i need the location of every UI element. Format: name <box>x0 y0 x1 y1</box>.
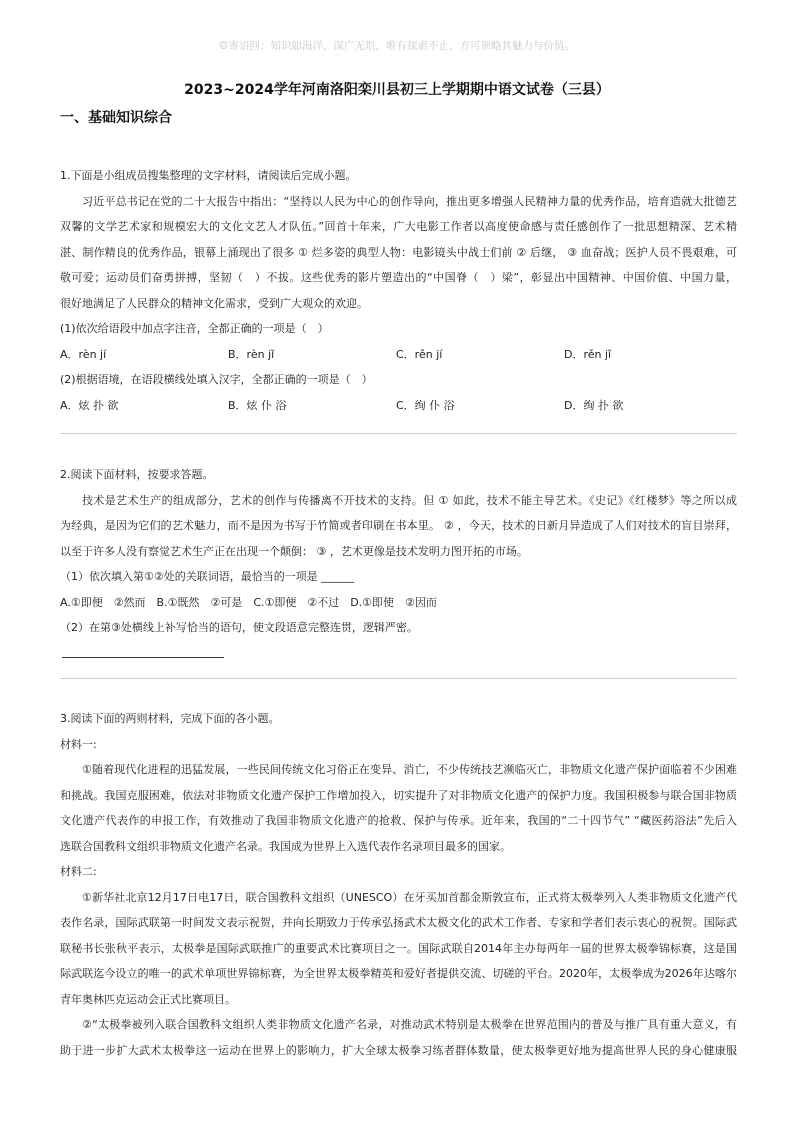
m2-line: 助于进一步扩大武术太极拳这一运动在世界上的影响力，扩大全球太极拳习练者群体数量，使太极拳更好地为提高世界人民的身心健康服 <box>60 1043 737 1057</box>
option-d[interactable]: D．绚 扑 欲 <box>564 398 624 412</box>
q3-intro: 3.阅读下面的两则材料，完成下面的各小题。 <box>60 712 280 725</box>
m1-line: 和挑战。我国克服困难，依法对非物质文化遗产保护工作增加投入，切实提升了对非物质文化遗产的保护力度。我国积极参与联合国非物质 <box>60 788 737 802</box>
m2-line: 际武联迄今设立的唯一的武术单项世界锦标赛，为全世界太极拳精英和爱好者提供交流、切磋的平台。2020年，太极拳成为2026年达喀尔 <box>60 967 737 980</box>
question-2 <box>60 462 737 641</box>
section-heading: 一、基础知识综合 <box>60 110 172 126</box>
question-1 <box>60 163 737 418</box>
option-d[interactable]: D．rěn jǐ <box>564 347 612 361</box>
q1-sub1-prompt: (1)依次给语段中加点字注音，全都正确的一项是（ ） <box>60 322 329 335</box>
m1-line: 选联合国教科文组织非物质文化遗产名录。我国成为世界上入选代表作名录项目最多的国家。 <box>60 839 511 853</box>
q1-passage-line: 很好地满足了人民群众的精神文化需求，受到广大观众的欢迎。 <box>60 296 368 310</box>
q2-sub1-options[interactable]: A.①即便 ②然而 B.①既然 ②可是 C.①即便 ②不过 D.①即使 ②因而 <box>60 595 437 609</box>
q2-passage-line: 技术是艺术生产的组成部分，艺术的创作与传播离不开技术的支持。但 ① 如此，技术不能主导艺术。《史记》《红楼梦》等之所以成 <box>82 493 737 507</box>
m2-line: ②“太极拳被列入联合国教科文组织人类非物质文化遗产名录，对推动武术特别是太极拳在世界范围内的普及与推广具有重大意义，有 <box>82 1018 737 1031</box>
q2-sub1-prompt: （1）依次填入第①②处的关联词语，最恰当的一项是 ______ <box>60 570 355 583</box>
question-3 <box>60 706 737 1063</box>
question-divider <box>60 678 737 679</box>
q1-sub2-options <box>60 393 737 419</box>
option-c[interactable]: C．rěn jí <box>396 347 443 361</box>
header-motto: ☺寄语回：知识如海洋，深广无垠，唯有探索不止，方可领略其魅力与价值。 <box>219 40 575 52</box>
answer-blank-line[interactable] <box>62 657 224 658</box>
option-b[interactable]: B．炫 仆 浴 <box>228 398 287 412</box>
q2-passage-line: 为经典，是因为它们的艺术魅力，而不是因为书写于竹简或者印刷在书本里。 ② ，今天，技术的日新月异造成了人们对技术的盲目崇拜， <box>60 519 737 532</box>
m2-line: 青年奥林匹克运动会正式比赛项目。 <box>60 992 236 1006</box>
q1-passage-line: 习近平总书记在党的二十大报告中指出：“坚持以人民为中心的创作导向，推出更多增强人民精神力量的优秀作品，培育造就大批德艺 <box>82 194 737 208</box>
m2-line: 联秘书长张秋平表示，太极拳是国际武联推广的重要武术比赛项目之一。国际武联自2014年主办每两年一届的世界太极拳锦标赛，这是国 <box>60 941 737 955</box>
m1-line: ①随着现代化进程的迅猛发展，一些民间传统文化习俗正在变异、消亡，不少传统技艺濒临灭亡，非物质文化遗产保护面临着不少困难 <box>82 763 737 776</box>
option-a[interactable]: A．炫 扑 欲 <box>60 398 119 412</box>
material-2-label: 材料二: <box>60 865 97 878</box>
option-a[interactable]: A．rèn jí <box>60 347 107 361</box>
m1-line: 文化遗产代表作的申报工作，有效推动了我国非物质文化遗产的抢救、保护与传承。近年来，我国的“二十四节气” “藏医药浴法”先后入 <box>60 814 737 827</box>
exam-title: 2023~2024学年河南洛阳栾川县初三上学期期中语文试卷（三县） <box>184 82 610 98</box>
q2-passage-line: 以至于许多人没有察觉艺术生产正在出现一个颠倒： ③ ，艺术更像是技术发明力图开拓的市场。 <box>60 544 528 558</box>
q2-sub2-prompt: （2）在第③处横线上补写恰当的语句，使文段语意完整连贯，逻辑严密。 <box>60 621 418 634</box>
q1-passage-line: 湛、制作精良的优秀作品，银幕上涌现出了很多 ① 烂多姿的典型人物：电影镜头中战士们前 ② 后继， ③ 血奋战；医护人员不畏艰难，可 <box>60 245 737 259</box>
q1-sub2-prompt: (2)根据语境，在语段横线处填入汉字，全都正确的一项是（ ） <box>60 373 373 386</box>
q1-passage-line: 双馨的文学艺术家和规模宏大的文化文艺人才队伍。”回首十年来，广大电影工作者以高度使命感与责任感创作了一批思想精深、艺术精 <box>60 220 737 233</box>
q2-intro: 2.阅读下面材料，按要求答题。 <box>60 468 214 481</box>
q1-intro: 1.下面是小组成员搜集整理的文字材料，请阅读后完成小题。 <box>60 169 357 182</box>
question-divider <box>60 433 737 434</box>
q1-passage-line: 敬可爱；运动员们奋勇拼搏，坚韧（ ）不拔。这些优秀的影片塑造出的“中国脊（ ）梁”，彰显出中国精神、中国价值、中国力量， <box>60 271 737 284</box>
q1-sub1-options <box>60 342 737 368</box>
m2-line: ①新华社北京12月17日电17日，联合国教科文组织（UNESCO）在牙买加首都金斯敦宣布，正式将太极拳列入人类非物质文化遗产代 <box>82 890 737 904</box>
m2-line: 表作名录，国际武联第一时间发文表示祝贺，并向长期致力于传承弘扬武术太极文化的武术工作者、专家和学者们表示衷心的祝贺。国际武 <box>60 916 737 929</box>
option-b[interactable]: B．rèn jǐ <box>228 347 275 361</box>
option-c[interactable]: C．绚 仆 浴 <box>396 398 455 412</box>
material-1-label: 材料一: <box>60 737 97 751</box>
